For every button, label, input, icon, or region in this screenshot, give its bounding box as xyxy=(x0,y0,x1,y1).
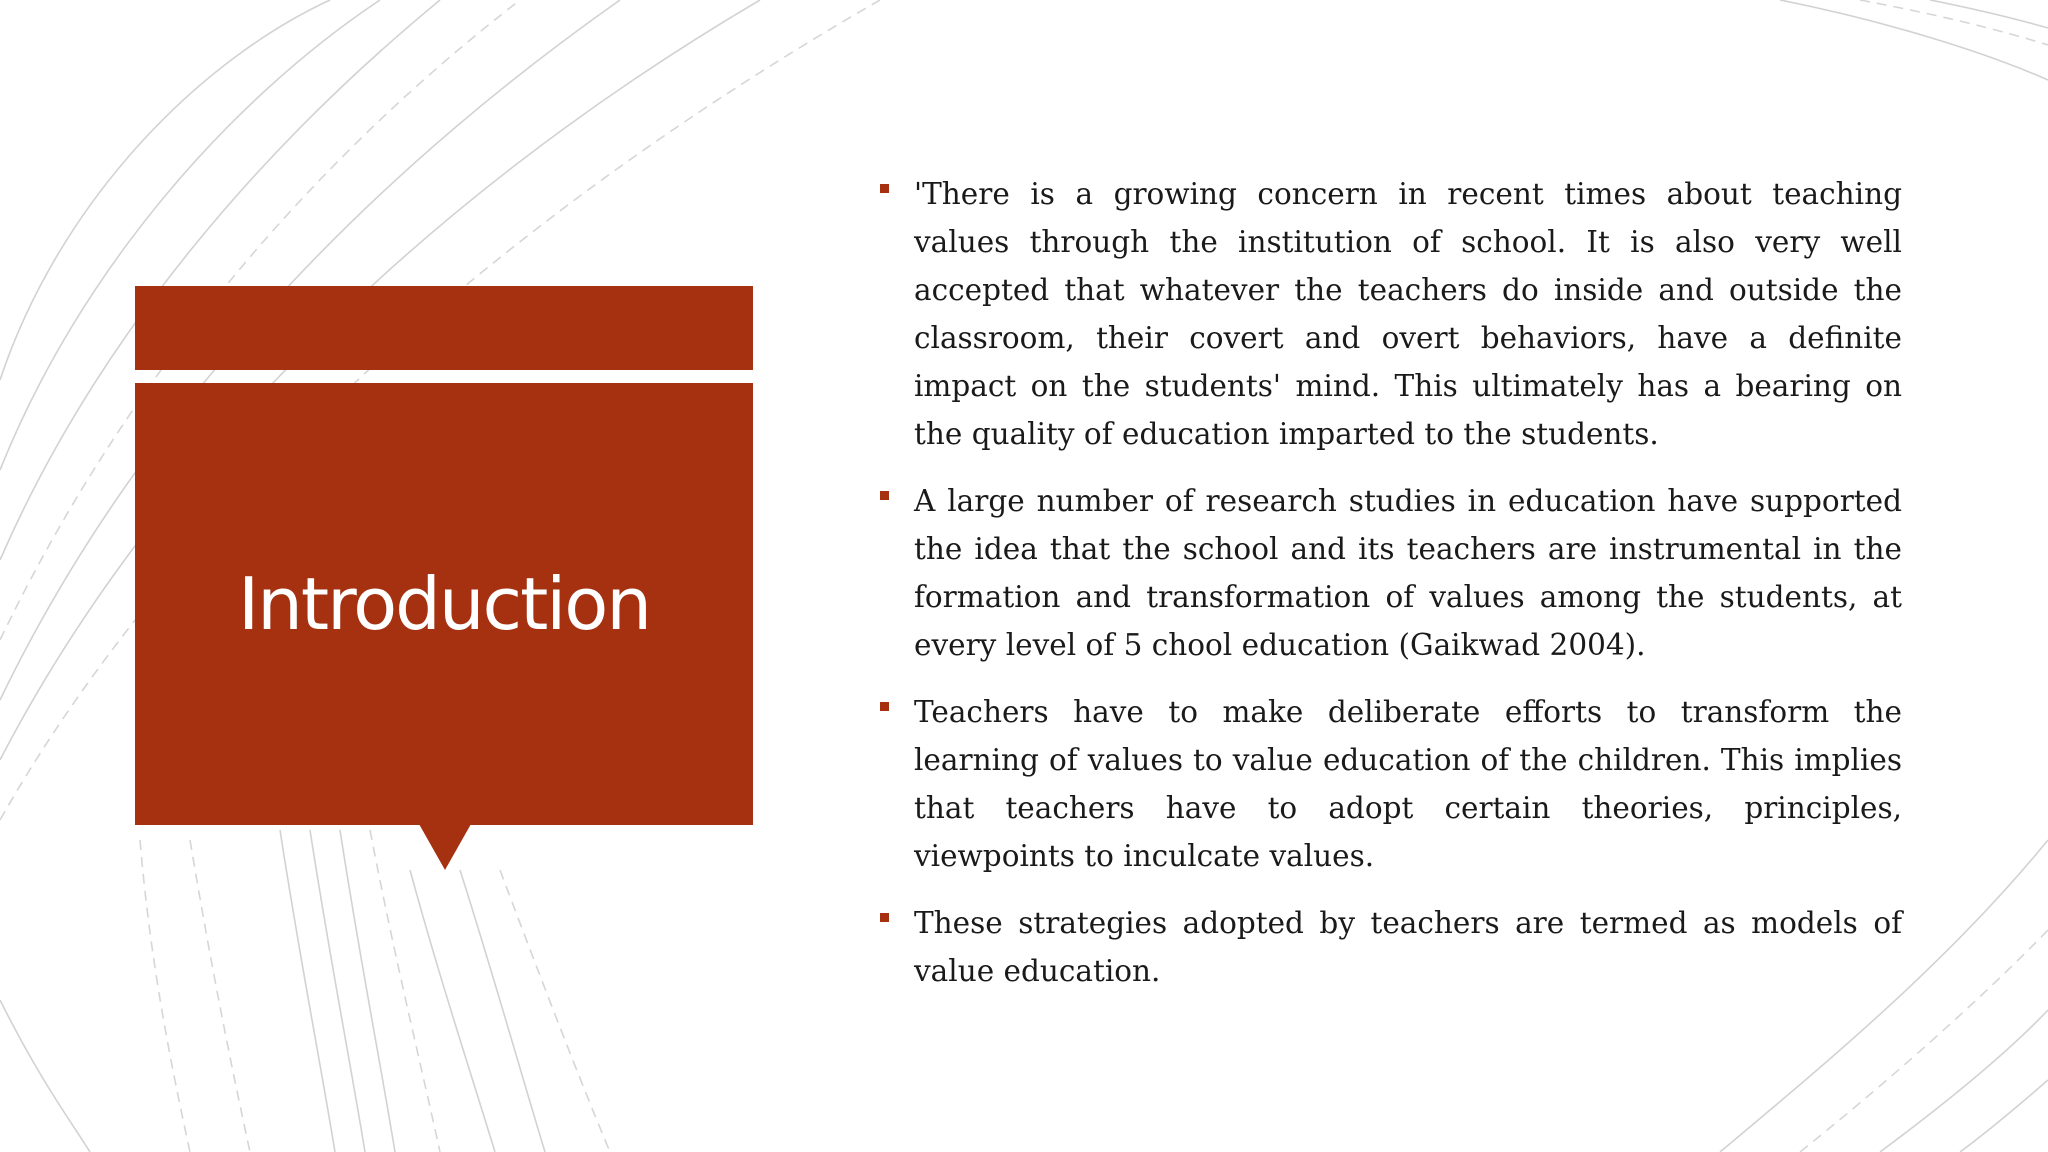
callout-pointer xyxy=(419,824,471,870)
bullet-text: A large number of research studies in education have supported the idea that the school and its teachers are instrumental in the formation and transformation of values among the students, at every level of 5 chool education (Gaikwad 2004). xyxy=(914,484,1902,662)
bullet-text: Teachers have to make deliberate efforts to transform the learning of values to value education of the children. This implies that teachers have to adopt certain theories, principles, viewpoints to inculcate values. xyxy=(914,695,1902,873)
bullet-item xyxy=(880,899,1902,995)
square-bullet-icon xyxy=(880,913,889,922)
slide-title: Introduction xyxy=(237,562,650,646)
bullet-item xyxy=(880,688,1902,880)
bullet-item xyxy=(880,170,1902,458)
square-bullet-icon xyxy=(880,184,889,193)
title-accent-bar xyxy=(135,286,753,370)
bullet-list xyxy=(880,170,1902,995)
bullet-text: These strategies adopted by teachers are termed as models of value education. xyxy=(914,906,1902,988)
bullet-item xyxy=(880,477,1902,669)
square-bullet-icon xyxy=(880,702,889,711)
square-bullet-icon xyxy=(880,491,889,500)
bullet-text: 'There is a growing concern in recent times about teaching values through the institution of school. It is also very well accepted that whatever the teachers do inside and outside the classroom, their covert and overt behaviors, have a definite impact on the students' mind. This ultimately has a bearing on the quality of education imparted to the students. xyxy=(914,177,1902,451)
content-area xyxy=(880,170,1902,1014)
